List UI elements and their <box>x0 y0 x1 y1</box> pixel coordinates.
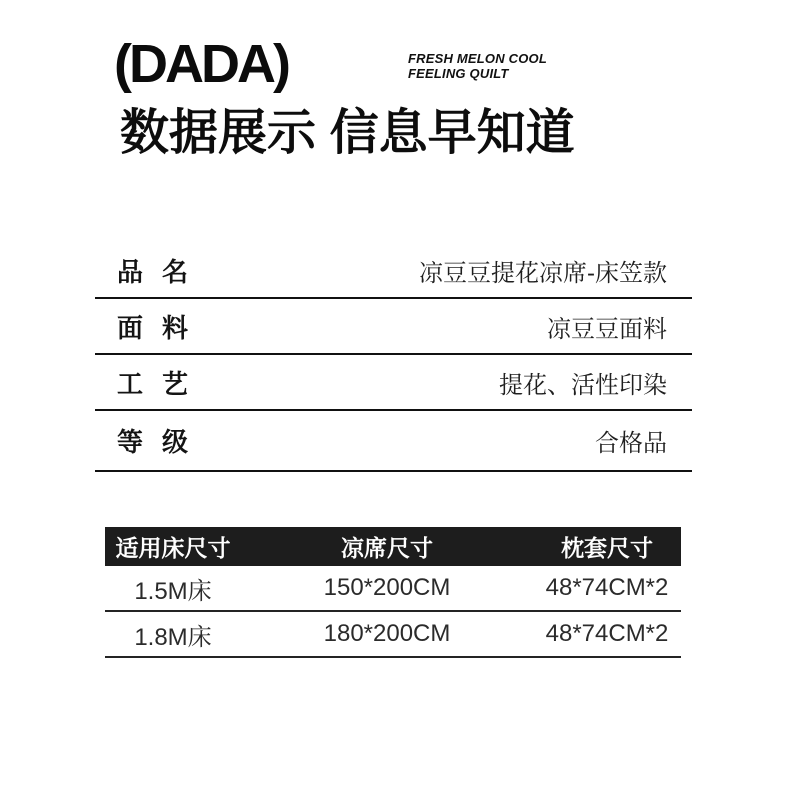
cell-bed-size: 1.8M床 <box>134 623 212 651</box>
table-row <box>105 612 681 658</box>
brand-tagline <box>408 51 547 81</box>
spec-label: 面料 <box>117 312 208 343</box>
spec-label: 品名 <box>117 256 208 287</box>
cell-mat-size: 150*200CM <box>323 574 451 601</box>
column-header-pillowcase-size: 枕套尺寸 <box>561 535 653 561</box>
spec-value: 提花、活性印染 <box>499 371 667 399</box>
spec-row-craft <box>95 355 692 411</box>
column-header-mat-size: 凉席尺寸 <box>341 535 433 561</box>
table-row <box>105 566 681 612</box>
spec-row-fabric <box>95 299 692 355</box>
spec-value: 凉豆豆提花凉席-床笠款 <box>419 259 667 287</box>
size-table-header <box>105 527 681 566</box>
size-table <box>105 527 681 658</box>
spec-value: 合格品 <box>595 430 667 457</box>
brand-tagline-line1: FRESH MELON COOL <box>408 51 547 66</box>
brand-tagline-line2: FEELING QUILT <box>408 66 509 81</box>
cell-mat-size: 180*200CM <box>323 620 451 647</box>
spec-row-product-name <box>95 243 692 299</box>
column-header-bed-size: 适用床尺寸 <box>115 535 231 561</box>
page-title: 数据展示 信息早知道 <box>120 106 575 160</box>
cell-bed-size: 1.5M床 <box>134 577 212 605</box>
brand-logo: (DADA) <box>114 34 288 94</box>
spec-value: 凉豆豆面料 <box>547 315 667 343</box>
cell-pillowcase-size: 48*74CM*2 <box>545 620 669 647</box>
spec-label: 工艺 <box>117 368 208 399</box>
spec-row-grade <box>95 411 692 472</box>
cell-pillowcase-size: 48*74CM*2 <box>545 574 669 601</box>
spec-label: 等级 <box>117 427 208 457</box>
spec-table <box>95 243 692 472</box>
